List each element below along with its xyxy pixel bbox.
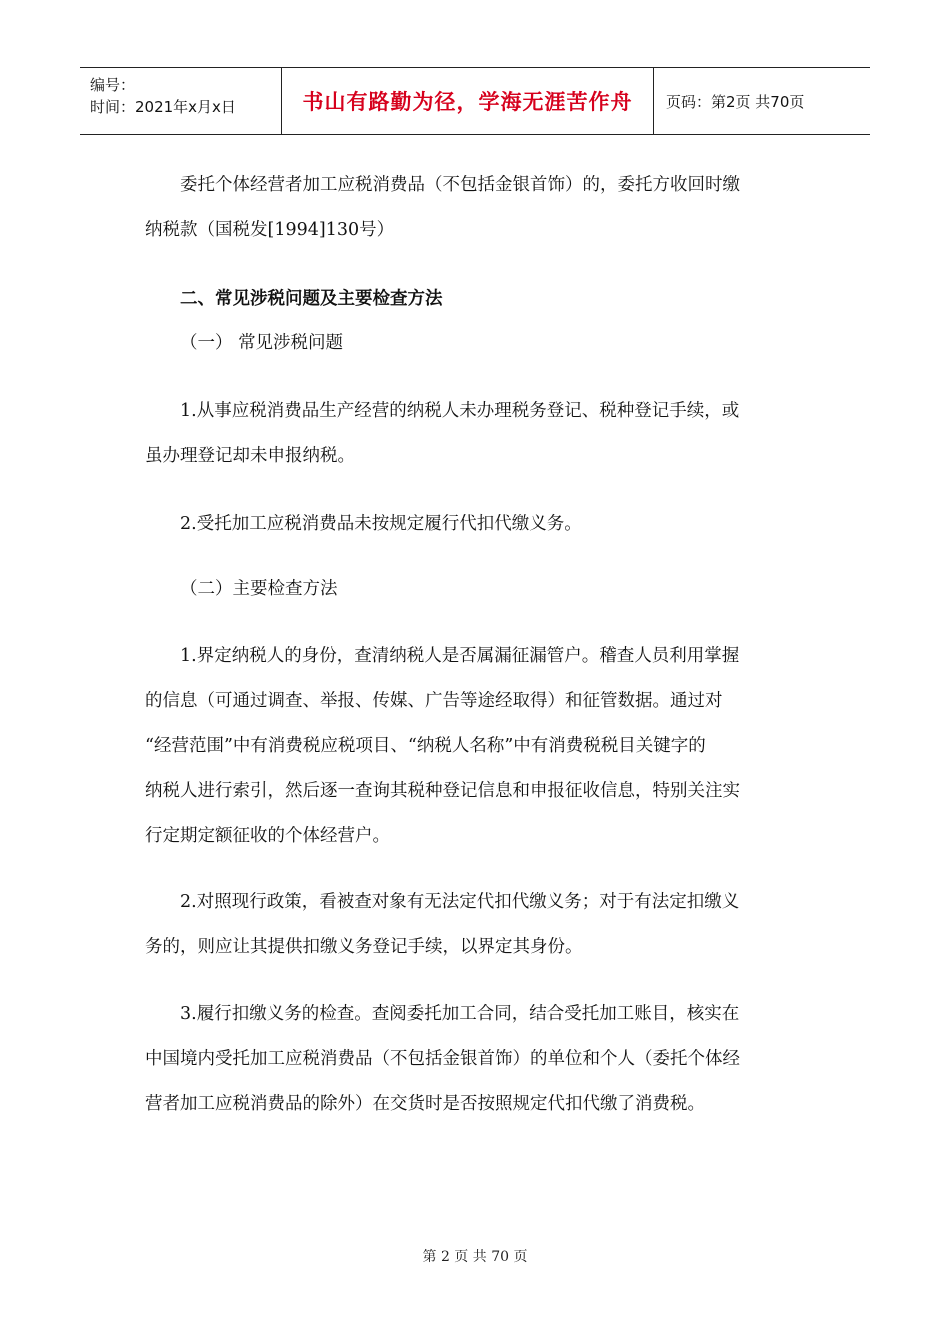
list-item-line: 3.履行扣缴义务的检查。查阅委托加工合同，结合受托加工账目，核实在 xyxy=(180,1004,740,1024)
list-item-line: 虽办理登记却未申报纳税。 xyxy=(145,446,355,466)
page-footer: 第 2 页 共 70 页 xyxy=(422,1249,528,1265)
paragraph-line: 纳税款（国税发[1994]130号） xyxy=(145,220,395,240)
list-item-line: 中国境内受托加工应税消费品（不包括金银首饰）的单位和个人（委托个体经 xyxy=(145,1049,740,1069)
page-header xyxy=(80,67,870,135)
list-item-line: 务的，则应让其提供扣缴义务登记手续，以界定其身份。 xyxy=(145,937,583,957)
list-item-line: 1.界定纳税人的身份，查清纳税人是否属漏征漏管户。稽查人员利用掌握 xyxy=(180,646,740,666)
header-motto: 书山有路勤为径，学海无涯苦作舟 xyxy=(282,68,654,134)
list-item-line: 营者加工应税消费品的除外）在交货时是否按照规定代扣代缴了消费税。 xyxy=(145,1094,705,1114)
list-item-line: 2.对照现行政策，看被查对象有无法定代扣代缴义务；对于有法定扣缴义 xyxy=(180,892,740,912)
list-item-line: 纳税人进行索引，然后逐一查询其税种登记信息和申报征收信息，特别关注实 xyxy=(145,781,740,801)
paragraph-line: 委托个体经营者加工应税消费品（不包括金银首饰）的，委托方收回时缴 xyxy=(180,175,740,195)
document-date-label: 时间：2021年x月x日 xyxy=(90,98,236,116)
list-item-line: 的信息（可通过调查、举报、传媒、广告等途经取得）和征管数据。通过对 xyxy=(145,691,723,711)
list-item-line: 2.受托加工应税消费品未按规定履行代扣代缴义务。 xyxy=(180,514,582,534)
list-item-line: 1.从事应税消费品生产经营的纳税人未办理税务登记、税种登记手续，或 xyxy=(180,401,740,421)
header-page-info: 页码：第2页 共70页 xyxy=(666,92,805,111)
section-heading: 二、常见涉税问题及主要检查方法 xyxy=(180,289,443,309)
header-left-cell xyxy=(80,68,282,134)
subsection-heading: （二）主要检查方法 xyxy=(180,579,338,599)
list-item-line: 行定期定额征收的个体经营户。 xyxy=(145,826,390,846)
list-item-line: “经营范围”中有消费税应税项目、“纳税人名称”中有消费税税目关键字的 xyxy=(145,736,706,756)
subsection-heading: （一） 常见涉税问题 xyxy=(180,333,344,353)
document-number-label: 编号： xyxy=(90,76,136,94)
